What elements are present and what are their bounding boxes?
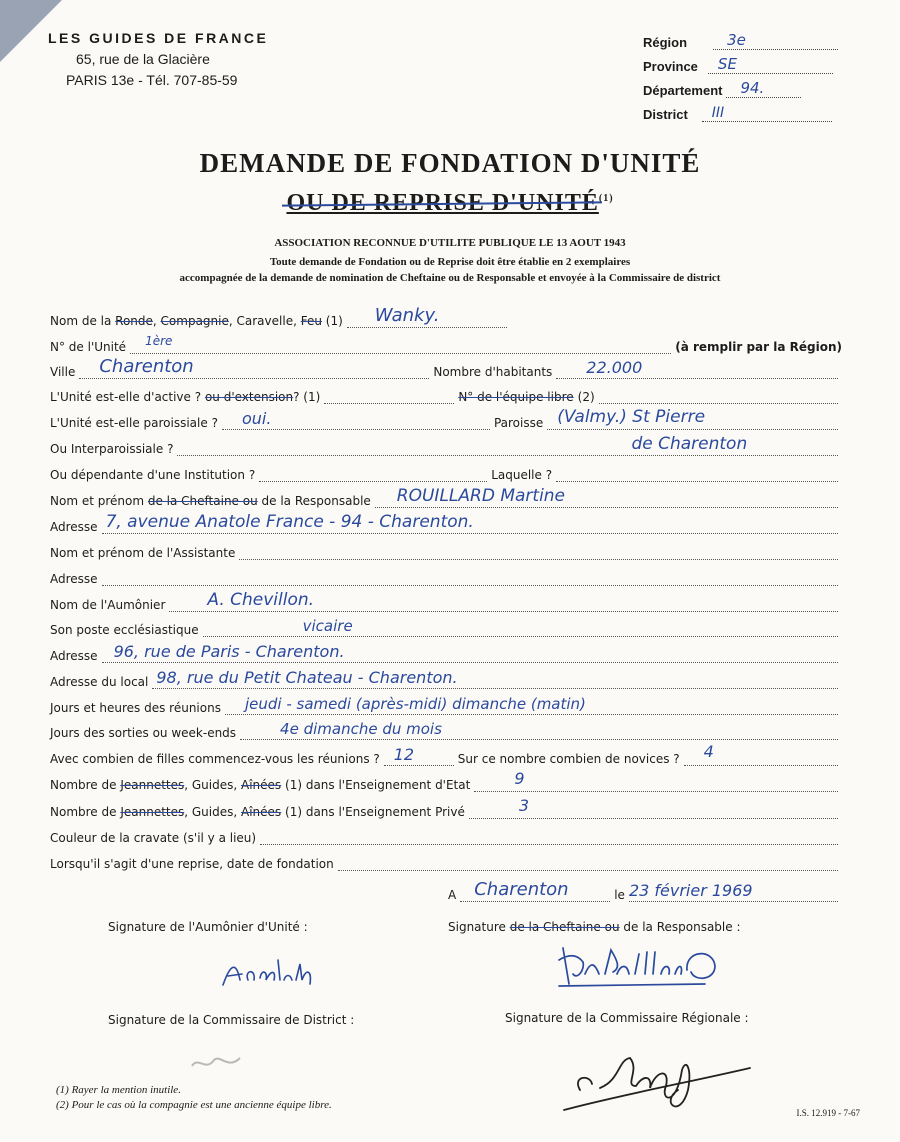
reprise-field[interactable] — [338, 858, 838, 871]
footnote-1: (1) Rayer la mention inutile. — [56, 1084, 181, 1096]
local-label: Adresse du local — [50, 675, 149, 689]
province-row — [643, 50, 838, 74]
reunions-label: Jours et heures des réunions — [50, 701, 221, 715]
adresse-2-field[interactable] — [102, 573, 838, 586]
province-value: SE — [717, 55, 737, 73]
poste-value: vicaire — [302, 617, 353, 635]
row-ville — [50, 357, 842, 379]
paroissiale-field[interactable] — [222, 409, 490, 430]
filles-field[interactable] — [384, 745, 454, 766]
etat-value: 9 — [514, 769, 525, 788]
title-note-ref: (1) — [598, 193, 614, 204]
prive-label: Nombre de Jeannettes, Guides, Aînées (1) dans l'Enseignement Privé — [50, 805, 465, 819]
district-label: District — [643, 107, 688, 122]
row-adresse-3 — [50, 641, 842, 663]
regionale-signature — [560, 1040, 760, 1115]
association-line: ASSOCIATION RECONNUE D'UTILITE PUBLIQUE LE 13 AOUT 1943 — [274, 237, 626, 249]
paroissiale-value: oui. — [241, 409, 272, 428]
paroisse-value: (Valmy.) St Pierre — [557, 407, 706, 427]
date-value: 23 février 1969 — [628, 881, 753, 900]
instruction-line-1: Toute demande de Fondation ou de Reprise doit être établie en 2 exemplaires — [269, 256, 631, 268]
numero-label: N° de l'Unité — [50, 340, 127, 354]
row-assistante — [50, 538, 842, 560]
sorties-value: 4e dimanche du mois — [280, 720, 442, 738]
sig-district-label: Signature de la Commissaire de District : — [108, 1013, 355, 1027]
laquelle-field[interactable] — [556, 469, 838, 482]
row-place-date — [448, 880, 842, 902]
nom-label: Nom de la Ronde, Compagnie, Caravelle, Feu (1) — [50, 314, 343, 328]
place-field[interactable] — [460, 879, 610, 902]
departement-label: Département — [643, 83, 723, 98]
ville-value: Charenton — [99, 356, 194, 377]
row-reprise — [50, 849, 842, 871]
sig-aumonier-label: Signature de l'Aumônier d'Unité : — [108, 920, 308, 934]
cheftaine-label: Nom et prénom de la Cheftaine ou de la Responsable — [50, 494, 371, 508]
sig-responsable-label: Signature de la Cheftaine ou de la Responsable : — [448, 920, 741, 934]
habitants-value: 22.000 — [586, 358, 643, 377]
institution-field[interactable] — [259, 469, 487, 482]
etat-field[interactable] — [474, 769, 838, 792]
row-active — [50, 382, 842, 404]
habitants-field[interactable] — [556, 358, 838, 379]
faded-stamp-mark — [188, 1048, 248, 1078]
row-interparoissiale — [50, 434, 842, 456]
nom-value: Wanky. — [374, 305, 440, 326]
row-institution — [50, 460, 842, 482]
row-numero — [50, 332, 842, 354]
struck-title-text: OU DE REPRISE D'UNITÉ — [286, 190, 599, 216]
row-adresse-1 — [50, 512, 842, 534]
org-name: LES GUIDES DE FRANCE — [48, 30, 269, 46]
row-filles — [50, 744, 842, 766]
cheftaine-field[interactable] — [375, 486, 838, 508]
adresse-3-value: 96, rue de Paris - Charenton. — [113, 642, 345, 661]
row-local — [50, 667, 842, 689]
poste-label: Son poste ecclésiastique — [50, 623, 199, 637]
admin-block — [643, 26, 838, 122]
date-prefix: le — [614, 888, 625, 902]
adresse-1-value: 7, avenue Anatole France - 94 - Charenton. — [105, 512, 474, 532]
row-cravate — [50, 823, 842, 845]
active-field[interactable] — [324, 391, 454, 404]
row-prive — [50, 797, 842, 819]
aumonier-label: Nom de l'Aumônier — [50, 598, 166, 612]
assistante-field[interactable] — [239, 547, 838, 560]
novices-label: Sur ce nombre combien de novices ? — [457, 752, 680, 766]
region-label: Région — [643, 35, 688, 50]
paroisse-value-2: de Charenton — [631, 434, 748, 454]
province-label: Province — [643, 59, 698, 74]
interparoissiale-field[interactable] — [177, 434, 838, 456]
filles-label: Avec combien de filles commencez-vous les réunions ? — [50, 752, 380, 766]
prive-value: 3 — [518, 796, 530, 815]
cravate-label: Couleur de la cravate (s'il y a lieu) — [50, 831, 257, 845]
cravate-field[interactable] — [260, 832, 838, 845]
departement-row — [643, 74, 838, 98]
ville-field[interactable] — [79, 356, 429, 379]
row-cheftaine — [50, 486, 842, 508]
region-row — [643, 26, 838, 50]
equipe-libre-label: N° de l'équipe libre — [458, 390, 574, 404]
poste-field[interactable] — [203, 617, 838, 637]
adresse-2-label: Adresse — [50, 572, 98, 586]
paroisse-field[interactable] — [547, 407, 838, 430]
departement-value: 94. — [740, 79, 765, 97]
document-reference: I.S. 12.919 - 7-67 — [796, 1108, 860, 1118]
place-value: Charenton — [474, 879, 569, 900]
etat-label: Nombre de Jeannettes, Guides, Aînées (1) dans l'Enseignement d'Etat — [50, 778, 471, 792]
footnotes — [56, 1083, 332, 1113]
novices-field[interactable] — [684, 742, 838, 766]
main-title: DEMANDE DE FONDATION D'UNITÉ — [199, 148, 701, 178]
org-address: 65, rue de la Glacière — [76, 51, 210, 67]
nom-field[interactable] — [347, 305, 507, 328]
laquelle-label: Laquelle ? — [491, 468, 553, 482]
sig-regionale-label: Signature de la Commissaire Régionale : — [505, 1011, 749, 1025]
region-value: 3e — [727, 31, 746, 49]
ville-label: Ville — [50, 365, 76, 379]
district-row — [643, 98, 838, 122]
org-city-tel: PARIS 13e - Tél. 707-85-59 — [66, 72, 238, 88]
adresse-1-field[interactable] — [102, 512, 838, 534]
row-aumonier — [50, 590, 842, 612]
prive-field[interactable] — [469, 796, 838, 819]
sorties-label: Jours des sorties ou week-ends — [50, 726, 237, 740]
sorties-field[interactable] — [240, 720, 838, 740]
row-poste — [50, 615, 842, 637]
cheftaine-value: ROUILLARD Martine — [396, 486, 566, 506]
paroisse-label: Paroisse — [493, 416, 544, 430]
institution-label: Ou dépendante d'une Institution ? — [50, 468, 256, 482]
filles-value: 12 — [393, 745, 415, 764]
habitants-label: Nombre d'habitants — [433, 365, 553, 379]
interparoissiale-label: Ou Interparoissiale ? — [50, 442, 174, 456]
aumonier-value: A. Chevillon. — [207, 590, 315, 610]
novices-value: 4 — [703, 742, 714, 761]
row-adresse-2 — [50, 564, 842, 586]
local-value: 98, rue du Petit Chateau - Charenton. — [156, 668, 458, 687]
footnote-2: (2) Pour le cas où la compagnie est une ancienne équipe libre. — [56, 1099, 332, 1111]
row-paroissiale — [50, 408, 842, 430]
adresse-3-label: Adresse — [50, 649, 98, 663]
numero-value: 1ère — [145, 334, 173, 348]
region-field[interactable] — [713, 31, 838, 50]
row-reunions — [50, 693, 842, 715]
reunions-field[interactable] — [225, 695, 838, 715]
date-field[interactable] — [628, 881, 838, 902]
organization-header — [48, 28, 268, 91]
reprise-label: Lorsqu'il s'agit d'une reprise, date de fondation — [50, 857, 334, 871]
place-prefix: A — [448, 888, 457, 902]
row-etat — [50, 770, 842, 792]
district-value: III — [711, 105, 725, 121]
struck-title — [0, 190, 900, 217]
row-sorties — [50, 718, 842, 740]
instruction-line-2: accompagnée de la demande de nomination de Cheftaine ou de Responsable et envoyée à la Commissaire de district — [179, 272, 721, 284]
adresse-1-label: Adresse — [50, 520, 98, 534]
reunions-value: jeudi - samedi (après-midi) dimanche (matin) — [244, 695, 586, 713]
equipe-libre-field[interactable] — [599, 391, 838, 404]
active-label: L'Unité est-elle d'active ? ou d'extension? (1) — [50, 390, 321, 404]
numero-field[interactable] — [130, 334, 671, 354]
equipe-libre-suffix: (2) — [577, 390, 595, 404]
departement-field[interactable] — [726, 79, 801, 98]
row-nom — [50, 306, 842, 328]
assistante-label: Nom et prénom de l'Assistante — [50, 546, 236, 560]
aumonier-field[interactable] — [169, 590, 838, 612]
aumonier-signature — [218, 950, 318, 995]
province-field[interactable] — [708, 55, 833, 74]
local-field[interactable] — [152, 668, 838, 689]
paroissiale-label: L'Unité est-elle paroissiale ? — [50, 416, 218, 430]
numero-note: (à remplir par la Région) — [675, 340, 842, 354]
responsable-signature — [555, 940, 725, 995]
district-field[interactable] — [702, 107, 832, 122]
adresse-3-field[interactable] — [102, 642, 838, 663]
